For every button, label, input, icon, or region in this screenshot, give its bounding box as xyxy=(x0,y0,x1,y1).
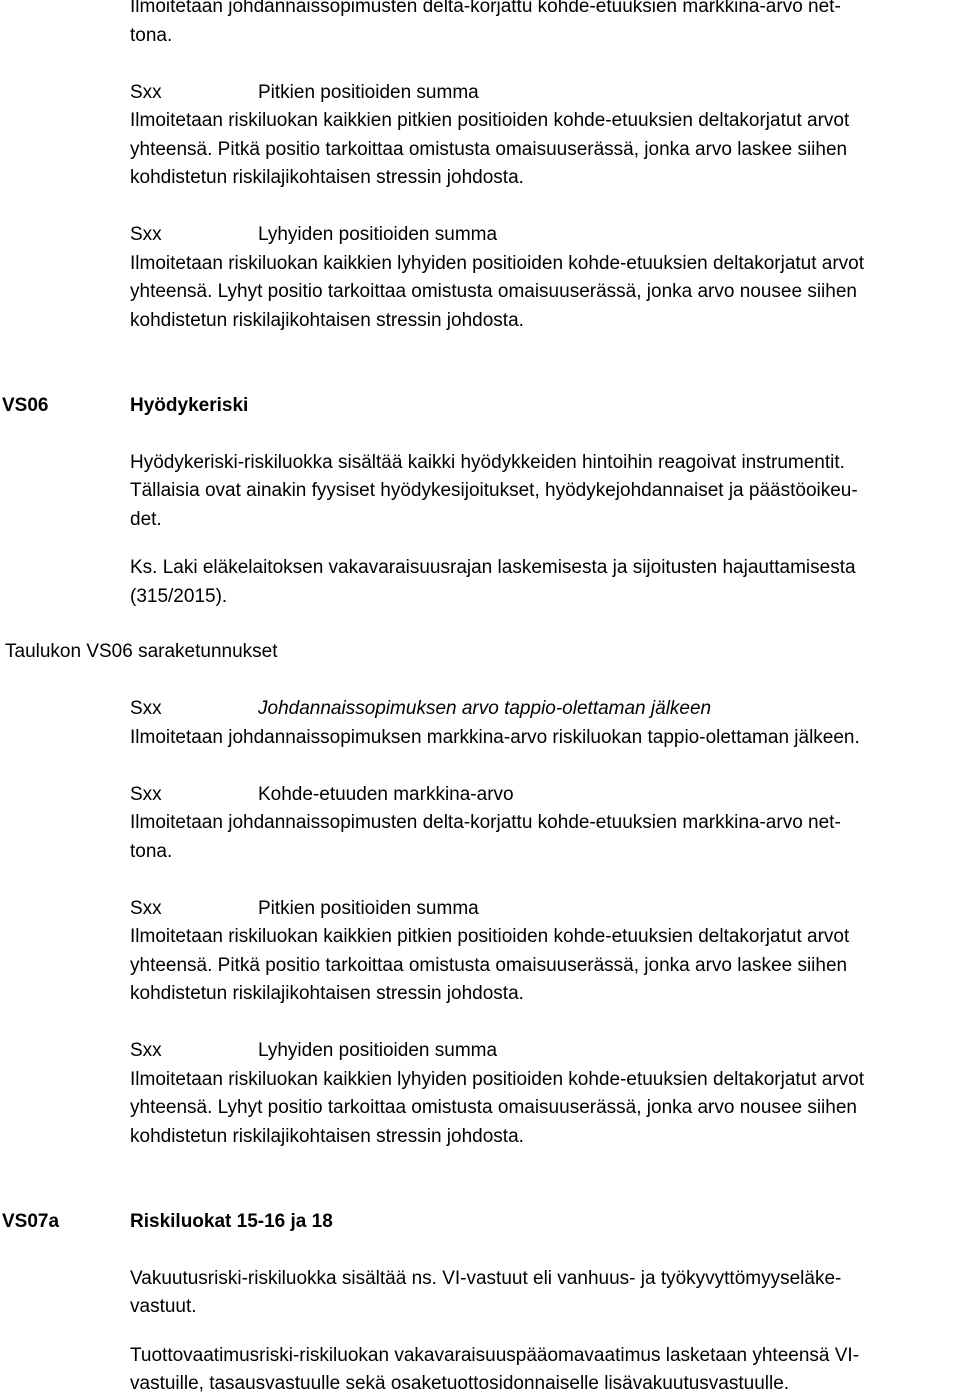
column-definition-long xyxy=(130,895,960,1009)
column-heading xyxy=(130,781,960,810)
table-caption: Taulukon VS06 saraketunnukset xyxy=(5,641,278,662)
column-title: Kohde-etuuden markkina-arvo xyxy=(258,783,514,805)
column-code: Sxx xyxy=(130,698,162,719)
text-line: kohdistetun riskilajikohtaisen stressin johdosta. xyxy=(130,167,524,188)
text-line: Ilmoitetaan johdannaissopimusten delta-korjattu kohde-etuuksien markkina-arvo net- xyxy=(130,812,841,833)
column-title: Lyhyiden positioiden summa xyxy=(258,1040,498,1061)
text-line: (315/2015). xyxy=(130,585,228,607)
column-heading xyxy=(130,695,960,724)
column-definition-short xyxy=(130,1037,960,1151)
column-definition-underlying-value xyxy=(130,781,960,867)
section-code: VS07a xyxy=(2,1210,60,1232)
text-line: Vakuutusriski-riskiluokka sisältää ns. VI-vastuut eli vanhuus- ja työkyvyttömyyseläke- xyxy=(130,1267,842,1289)
section-title: Hyödykeriski xyxy=(130,394,249,416)
column-heading xyxy=(130,221,960,250)
section-title: Riskiluokat 15-16 ja 18 xyxy=(130,1210,333,1232)
text-line: kohdistetun riskilajikohtaisen stressin johdosta. xyxy=(130,1125,524,1147)
text-line: Tuottovaatimusriski-riskiluokan vakavaraisuuspääomavaatimus lasketaan yhteensä VI- xyxy=(130,1344,860,1366)
section-heading-vs06 xyxy=(0,392,960,421)
column-definition-loss-value xyxy=(130,695,960,752)
column-code: Sxx xyxy=(130,783,162,805)
text-line: Ilmoitetaan johdannaissopimusten delta-korjattu kohde-etuuksien markkina-arvo net- xyxy=(130,0,841,17)
column-code: Sxx xyxy=(130,897,162,919)
text-line: tona. xyxy=(130,24,173,46)
text-line: yhteensä. Pitkä positio tarkoittaa omistusta omaisuuserässä, jonka arvo laskee siihen xyxy=(130,138,848,160)
column-definition-long xyxy=(130,79,960,193)
section-code: VS06 xyxy=(2,394,49,416)
text-line: det. xyxy=(130,508,162,530)
text-line: yhteensä. Pitkä positio tarkoittaa omistusta omaisuuserässä, jonka arvo laskee siihen xyxy=(130,954,848,976)
text-line: tona. xyxy=(130,840,173,862)
text-line: kohdistetun riskilajikohtaisen stressin johdosta. xyxy=(130,309,524,331)
column-code: Sxx xyxy=(130,81,162,103)
column-heading xyxy=(130,79,960,108)
text-line: kohdistetun riskilajikohtaisen stressin johdosta. xyxy=(130,983,524,1004)
text-line: yhteensä. Lyhyt positio tarkoittaa omistusta omaisuuserässä, jonka arvo nousee siihen xyxy=(130,281,857,302)
text-line: Ilmoitetaan riskiluokan kaikkien lyhyiden positioiden kohde-etuuksien deltakorjatut arvot xyxy=(130,1068,865,1090)
text-line: Ilmoitetaan riskiluokan kaikkien pitkien positioiden kohde-etuuksien deltakorjatut arvot xyxy=(130,926,850,947)
section-intro xyxy=(130,449,960,535)
text-line: Ilmoitetaan riskiluokan kaikkien pitkien positioiden kohde-etuuksien deltakorjatut arvot xyxy=(130,110,850,131)
text-line: vastuut. xyxy=(130,1296,197,1317)
column-title: Johdannaissopimuksen arvo tappio-olettaman jälkeen xyxy=(258,698,712,719)
section-heading-vs07a xyxy=(0,1208,960,1237)
law-reference xyxy=(130,554,960,611)
text-line: yhteensä. Lyhyt positio tarkoittaa omistusta omaisuuserässä, jonka arvo nousee siihen xyxy=(130,1097,857,1118)
column-title: Pitkien positioiden summa xyxy=(258,897,479,919)
column-title: Lyhyiden positioiden summa xyxy=(258,224,498,245)
text-line: Ks. Laki eläkelaitoksen vakavaraisuusrajan laskemisesta ja sijoitusten hajauttamisesta xyxy=(130,557,856,578)
column-definition-short xyxy=(130,221,960,335)
column-code: Sxx xyxy=(130,1040,162,1061)
column-title: Pitkien positioiden summa xyxy=(258,81,479,103)
column-heading xyxy=(130,895,960,924)
text-line: Ilmoitetaan riskiluokan kaikkien lyhyiden positioiden kohde-etuuksien deltakorjatut arvot xyxy=(130,252,865,274)
column-code: Sxx xyxy=(130,224,162,245)
continuation-paragraph xyxy=(130,0,960,50)
paragraph-insurance-risk xyxy=(130,1265,960,1322)
paragraph-return-requirement-risk xyxy=(130,1342,960,1399)
text-line: Ilmoitetaan johdannaissopimuksen markkina-arvo riskiluokan tappio-olettaman jälkeen. xyxy=(130,726,860,748)
text-line: vastuille, tasausvastuulle sekä osaketuottosidonnaiselle lisävakuutusvastuulle. xyxy=(130,1373,790,1394)
column-heading xyxy=(130,1037,960,1066)
text-line: Hyödykeriski-riskiluokka sisältää kaikki hyödykkeiden hintoihin reagoivat instrumentit. xyxy=(130,451,845,473)
text-line: Tällaisia ovat ainakin fyysiset hyödykesijoitukset, hyödykejohdannaiset ja päästöoikeu- xyxy=(130,480,858,501)
